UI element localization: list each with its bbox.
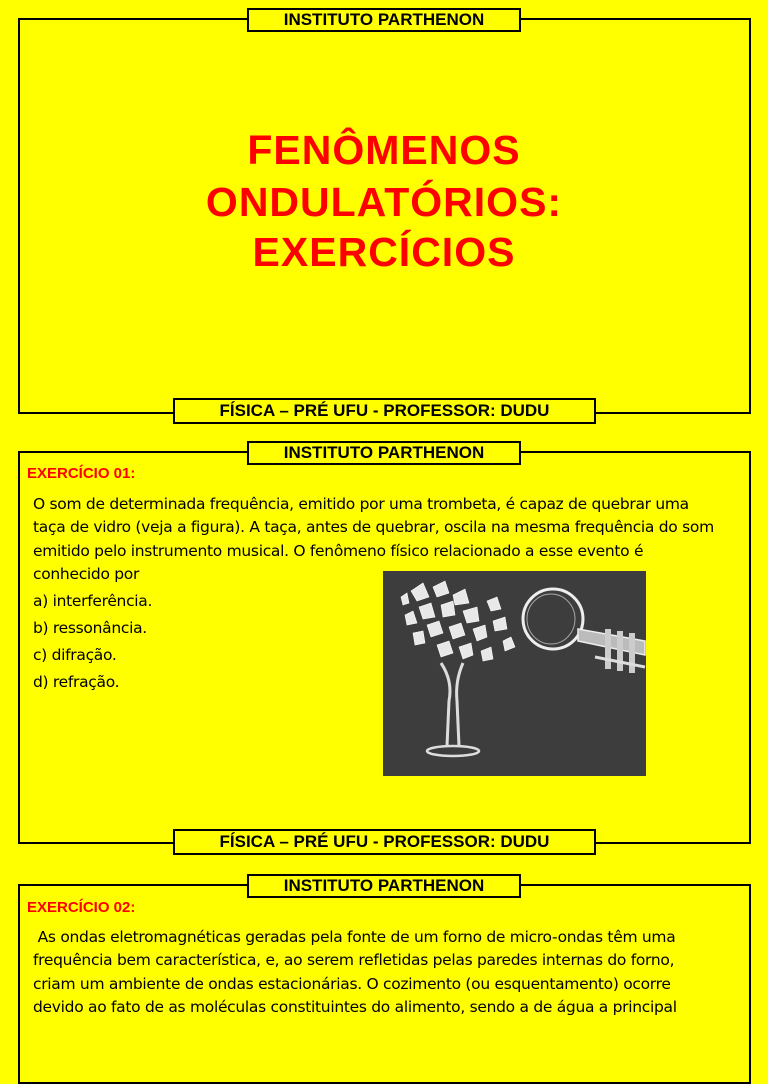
trumpet-breaking-glass-image <box>383 571 646 776</box>
slide-exercise-02 <box>0 860 768 1024</box>
trumpet-glass-illustration <box>383 571 646 776</box>
question-line: emitido pelo instrumento musical. O fenômeno físico relacionado a esse evento é <box>33 542 644 560</box>
title-line-3: EXERCÍCIOS <box>252 229 516 275</box>
question-line: frequência bem característica, e, ao serem refletidas pelas paredes internas do forno, <box>33 951 675 969</box>
option-b: b) ressonância. <box>33 619 147 637</box>
question-line: criam um ambiente de ondas estacionárias. O cozimento (ou esquentamento) ocorre <box>33 975 671 993</box>
title-line-1: FENÔMENOS <box>247 127 521 173</box>
option-c: c) difração. <box>33 646 117 664</box>
title-line-2: ONDULATÓRIOS: <box>205 179 563 225</box>
slide-header: INSTITUTO PARTHENON <box>247 441 521 465</box>
option-d: d) refração. <box>33 673 120 691</box>
option-a: a) interferência. <box>33 592 153 610</box>
question-line: taça de vidro (veja a figura). A taça, antes de quebrar, oscila na mesma frequência do som <box>33 518 714 536</box>
question-line: As ondas eletromagnéticas geradas pela fonte de um forno de micro-ondas têm uma <box>33 928 676 946</box>
question-line: devido ao fato de as moléculas constituintes do alimento, sendo a de água a principal <box>33 998 677 1016</box>
slide-header: INSTITUTO PARTHENON <box>247 874 521 898</box>
slide-footer: FÍSICA – PRÉ UFU - PROFESSOR: DUDU <box>173 829 596 855</box>
exercise-title: EXERCÍCIO 01: <box>27 465 136 482</box>
question-line: O som de determinada frequência, emitido por uma trombeta, é capaz de quebrar uma <box>33 495 689 513</box>
exercise-title: EXERCÍCIO 02: <box>27 899 136 916</box>
slide-header: INSTITUTO PARTHENON <box>247 8 521 32</box>
slide-footer: FÍSICA – PRÉ UFU - PROFESSOR: DUDU <box>173 398 596 424</box>
question-line: conhecido por <box>33 565 140 583</box>
